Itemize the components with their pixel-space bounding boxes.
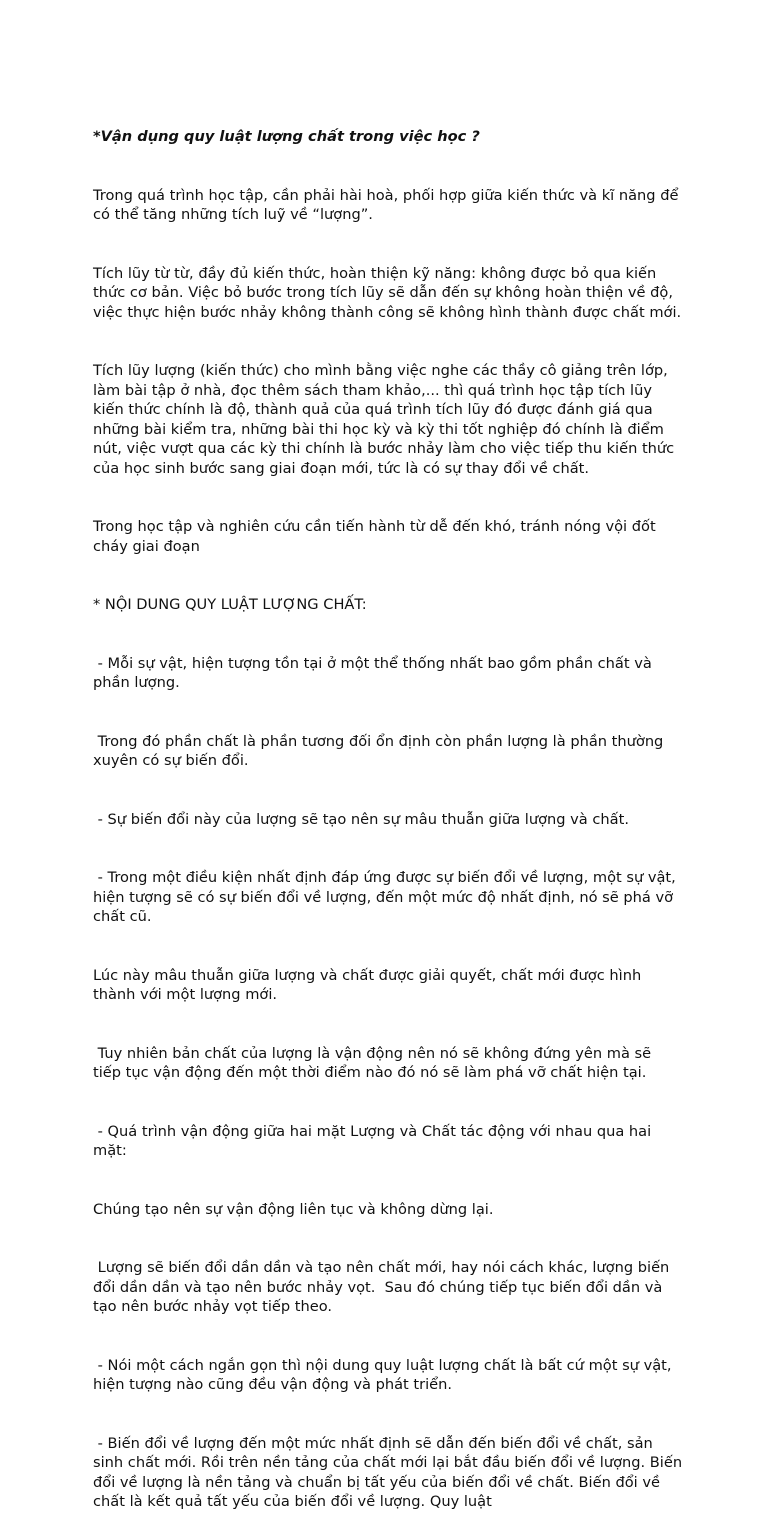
paragraph: - Trong một điều kiện nhất định đáp ứng được sự biến đổi về lượng, một sự vật, hiện tượng sẽ có sự biến đổi về lượng, đến một mức độ nhất định, nó sẽ phá vỡ chất cũ. <box>93 869 681 925</box>
section-heading: * NỘI DUNG QUY LUẬT LƯỢNG CHẤT: <box>93 596 367 613</box>
paragraph: Trong học tập và nghiên cứu cần tiến hành từ dễ đến khó, tránh nóng vội đốt cháy giai đoạn <box>93 518 661 555</box>
paragraph: - Quá trình vận động giữa hai mặt Lượng và Chất tác động với nhau qua hai mặt: <box>93 1122 656 1159</box>
paragraph: Chúng tạo nên sự vận động liên tục và không dừng lại. <box>93 1200 494 1218</box>
paragraph: - Nói một cách ngắn gọn thì nội dung quy luật lượng chất là bất cứ một sự vật, hiện tượng nào cũng đều vận động và phát triển. <box>93 1356 677 1393</box>
paragraph: Tích lũy từ từ, đầy đủ kiến thức, hoàn thiện kỹ năng: không được bỏ qua kiến thức cơ bản. Việc bỏ bước trong tích lũy sẽ dẫn đến sự không hoàn thiện về độ, việc thực hiện bước nhảy không thành công sẽ không hình thành được chất mới. <box>93 264 682 321</box>
paragraph: - Mỗi sự vật, hiện tượng tồn tại ở một thể thống nhất bao gồm phần chất và phần lượng. <box>93 654 657 691</box>
paragraph: - Biến đổi về lượng đến một mức nhất định sẽ dẫn đến biến đổi về chất, sản sinh chất mới. Rồi trên nền tảng của chất mới lại bắt đầu biến đổi về lượng. Biến đổi về lượng là nền tảng và chuẩn bị tất yếu của biến đổi về chất. Biến đổi về chất là kết quả tất yếu của biến đổi về lượng. Quy luật <box>93 1434 687 1510</box>
paragraph: Trong quá trình học tập, cần phải hài hoà, phối hợp giữa kiến thức và kĩ năng để có thể tăng những tích luỹ về “lượng”. <box>93 186 684 223</box>
paragraph: Tích lũy lượng (kiến thức) cho mình bằng việc nghe các thầy cô giảng trên lớp, làm bài tập ở nhà, đọc thêm sách tham khảo,... thì quá trình học tập tích lũy kiến thức chính là độ, thành quả của quá trình tích lũy đó được đánh giá qua những bài kiểm tra, những bài thi học kỳ và kỳ thi tốt nghiệp đó chính là điểm nút, việc vượt qua các kỳ thi chính là bước nhảy làm cho việc tiếp thu kiến thức của học sinh bước sang giai đoạn mới, tức là có sự thay đổi về chất. <box>93 362 679 477</box>
paragraph: - Sự biến đổi này của lượng sẽ tạo nên sự mâu thuẫn giữa lượng và chất. <box>93 810 629 828</box>
paragraph: Lúc này mâu thuẫn giữa lượng và chất được giải quyết, chất mới được hình thành với một lượng mới. <box>93 966 646 1003</box>
document-heading: *Vận dụng quy luật lượng chất trong việc học ? <box>93 128 480 145</box>
paragraph: Lượng sẽ biến đổi dần dần và tạo nên chất mới, hay nói cách khác, lượng biến đổi dần dần và tạo nên bước nhảy vọt. Sau đó chúng tiếp tục biến đổi dần và tạo nên bước nhảy vọt tiếp theo. <box>93 1259 674 1315</box>
paragraph: Tuy nhiên bản chất của lượng là vận động nên nó sẽ không đứng yên mà sẽ tiếp tục vận động đến một thời điểm nào đó nó sẽ làm phá vỡ chất hiện tại. <box>93 1044 656 1081</box>
document-page <box>93 88 687 1531</box>
paragraph: Trong đó phần chất là phần tương đối ổn định còn phần lượng là phần thường xuyên có sự biến đổi. <box>93 732 668 769</box>
